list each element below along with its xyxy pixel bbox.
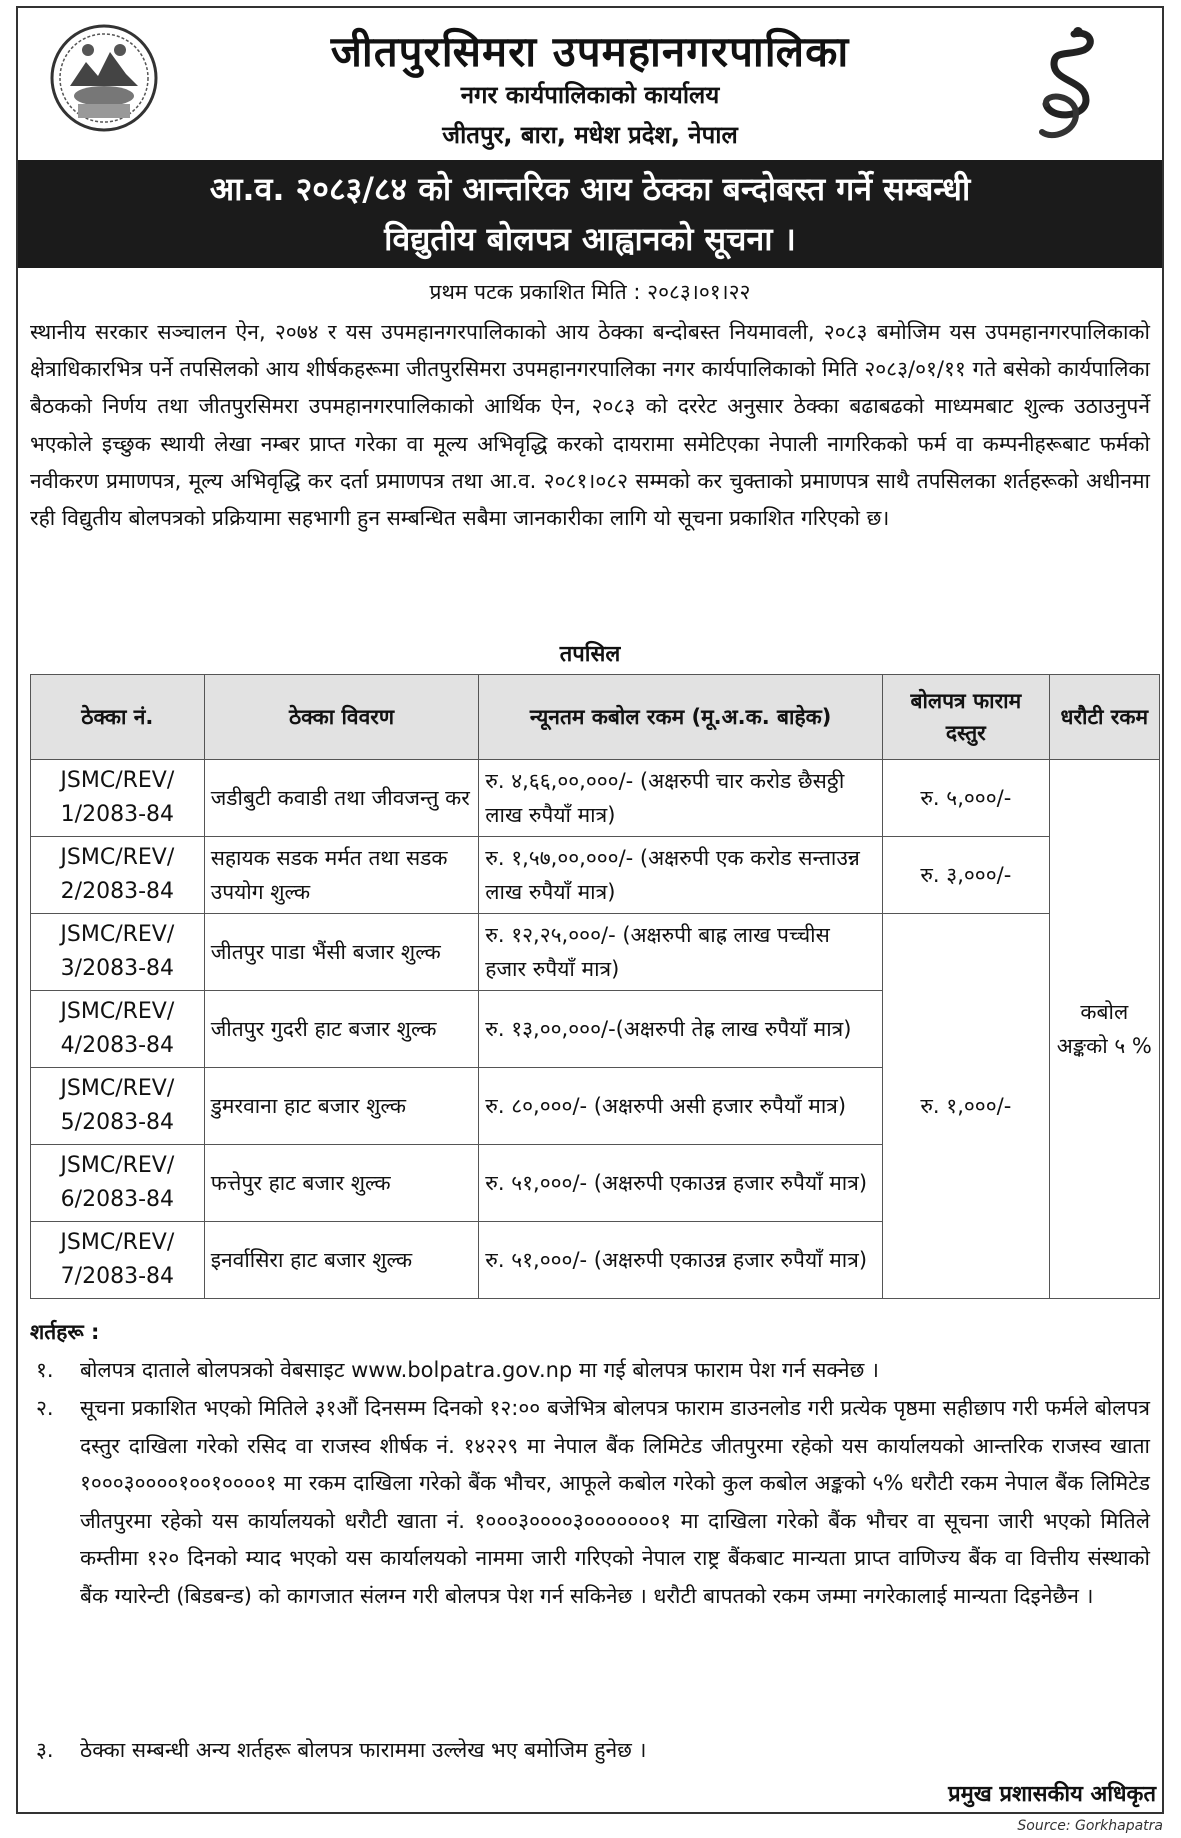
row-code: JSMC/REV/ 1/2083-84: [31, 760, 205, 837]
row-amount: रु. ८०,०००/- (अक्षरुपी असी हजार रुपैयाँ मात्र): [479, 1068, 883, 1145]
header-amount: न्यूनतम कबोल रकम (मू.अ.क. बाहेक): [479, 675, 883, 760]
conditions-heading: शर्तहरू :: [30, 1320, 100, 1344]
row-fee: रु. ५,०००/-: [883, 760, 1050, 837]
deposit-cell: कबोल अङ्कको ५ %: [1049, 760, 1159, 1299]
row-amount: रु. १,५७,००,०००/- (अक्षरुपी एक करोड सन्ताउन्न लाख रुपैयाँ मात्र): [479, 837, 883, 914]
row-desc: फत्तेपुर हाट बजार शुल्क: [204, 1145, 479, 1222]
table-row: [31, 760, 1160, 837]
bid-table: [30, 674, 1160, 1299]
row-desc: इनर्वासिरा हाट बजार शुल्क: [204, 1222, 479, 1299]
row-fee: रु. १,०००/-: [883, 914, 1050, 1299]
header-fee: बोलपत्र फाराम दस्तुर: [883, 675, 1050, 760]
condition-item: [30, 1390, 1150, 1615]
notice-title-line-1: आ.व. २०८३/८४ को आन्तरिक आय ठेक्का बन्दोबस्त गर्ने सम्बन्धी: [209, 170, 971, 208]
table-row: [31, 837, 1160, 914]
tapasil-heading: तपसिल: [559, 642, 621, 667]
condition-number: २.: [36, 1396, 54, 1420]
row-desc: डुमरवाना हाट बजार शुल्क: [204, 1068, 479, 1145]
table-row: [31, 914, 1160, 991]
notice-header: [18, 8, 1162, 156]
notice-title-banner: [18, 160, 1162, 268]
row-amount: रु. १२,२५,०००/- (अक्षरुपी बाह्र लाख पच्चीस हजार रुपैयाँ मात्र): [479, 914, 883, 991]
condition-number: ३.: [36, 1738, 54, 1762]
snake-logo-icon: [1024, 20, 1102, 150]
condition-number: १.: [36, 1358, 54, 1382]
signatory-title: प्रमुख प्रशासकीय अधिकृत: [948, 1782, 1156, 1807]
org-office: नगर कार्यपालिकाको कार्यालय: [460, 81, 720, 109]
row-amount: रु. ४,६६,००,०००/- (अक्षरुपी चार करोड छैसठ्ठी लाख रुपैयाँ मात्र): [479, 760, 883, 837]
org-name: जीतपुरसिमरा उपमहानगरपालिका: [330, 27, 850, 76]
row-fee: रु. ३,०००/-: [883, 837, 1050, 914]
row-desc: जीतपुर गुदरी हाट बजार शुल्क: [204, 991, 479, 1068]
row-code: JSMC/REV/ 4/2083-84: [31, 991, 205, 1068]
row-amount: रु. ५१,०००/- (अक्षरुपी एकाउन्न हजार रुपैयाँ मात्र): [479, 1222, 883, 1299]
condition-text: बोलपत्र दाताले बोलपत्रको वेबसाइट www.bolpatra.gov.np मा गई बोलपत्र फाराम पेश गर्न सक्नेछ ।: [80, 1358, 879, 1382]
row-amount: रु. ५१,०००/- (अक्षरुपी एकाउन्न हजार रुपैयाँ मात्र): [479, 1145, 883, 1222]
row-code: JSMC/REV/ 5/2083-84: [31, 1068, 205, 1145]
header-code: ठेक्का नं.: [31, 675, 205, 760]
notice-title-line-2: विद्युतीय बोलपत्र आह्वानको सूचना ।: [384, 220, 796, 258]
org-address: जीतपुर, बारा, मधेश प्रदेश, नेपाल: [442, 121, 738, 149]
header-desc: ठेक्का विवरण: [204, 675, 479, 760]
intro-paragraph: स्थानीय सरकार सञ्चालन ऐन, २०७४ र यस उपमहानगरपालिकाको आय ठेक्का बन्दोबस्त नियमावली, २०८३ बमोजिम यस उपमहानगरपालिकाको क्षेत्राधिकारभित्र पर्ने तपसिलको आय शीर्षकहरूमा जीतपुरसिमरा उपमहानगरपालिका नगर कार्यपालिकाको मिति २०८३/०१/११ गते बसेको कार्यपालिका बैठकको निर्णय तथा जीतपुरसिमरा उपमहानगरपालिकाको आर्थिक ऐन, २०८३ को दररेट अनुसार ठेक्का बढाबढको माध्यमबाट शुल्क उठाउनुपर्ने भएकोले इच्छुक स्थायी लेखा नम्बर प्राप्त गरेका वा मूल्य अभिवृद्धि करको दायरामा समेटिएका नेपाली नागरिकको फर्म वा कम्पनीहरूबाट फर्मको नवीकरण प्रमाणपत्र, मूल्य अभिवृद्धि कर दर्ता प्रमाणपत्र तथा आ.व. २०८१।०८२ सम्मको कर चुक्ताको प्रमाणपत्र साथै तपसिलका शर्तहरूको अधीनमा रही विद्युतीय बोलपत्रको प्रक्रियामा सहभागी हुन सम्बन्धित सबैमा जानकारीका लागि यो सूचना प्रकाशित गरिएको छ।: [30, 320, 1150, 531]
notice-page: [16, 6, 1164, 1814]
condition-item: [30, 1352, 1150, 1390]
row-amount: रु. १३,००,०००/-(अक्षरुपी तेह्र लाख रुपैयाँ मात्र): [479, 991, 883, 1068]
source-credit: Source: Gorkhapatra: [1017, 1818, 1163, 1834]
row-desc: जीतपुर पाडा भैंसी बजार शुल्क: [204, 914, 479, 991]
row-desc: जडीबुटी कवाडी तथा जीवजन्तु कर: [204, 760, 479, 837]
header-deposit: धरौटी रकम: [1049, 675, 1159, 760]
row-code: JSMC/REV/ 6/2083-84: [31, 1145, 205, 1222]
row-code: JSMC/REV/ 7/2083-84: [31, 1222, 205, 1299]
row-desc: सहायक सडक मर्मत तथा सडक उपयोग शुल्क: [204, 837, 479, 914]
condition-text: ठेक्का सम्बन्धी अन्य शर्तहरू बोलपत्र फाराममा उल्लेख भए बमोजिम हुनेछ ।: [80, 1738, 647, 1762]
row-code: JSMC/REV/ 2/2083-84: [31, 837, 205, 914]
first-published-date: प्रथम पटक प्रकाशित मिति : २०८३।०१।२२: [429, 280, 751, 304]
table-header-row: [31, 675, 1160, 760]
condition-text: सूचना प्रकाशित भएको मितिले ३१औं दिनसम्म दिनको १२:०० बजेभित्र बोलपत्र फाराम डाउनलोड गरी प्रत्येक पृष्ठमा सहीछाप गरी फर्मले बोलपत्र दस्तुर दाखिला गरेको रसिद वा राजस्व शीर्षक नं. १४२२९ मा नेपाल बैंक लिमिटेड जीतपुरमा रहेको यस कार्यालयको आन्तरिक राजस्व खाता १०००३००००१००१००००१ मा रकम दाखिला गरेको बैंक भौचर, आफूले कबोल गरेको कुल कबोल अङ्कको ५% धरौटी रकम नेपाल बैंक लिमिटेड जीतपुरमा रहेको यस कार्यालयको धरौटी खाता नं. १०००३००००३०००००००१ मा दाखिला गरेको बैंक भौचर वा सूचना जारी भएको मितिले कम्तीमा १२० दिनको म्याद भएको यस कार्यालयको नाममा जारी गरिएको नेपाल राष्ट्र बैंकबाट मान्यता प्राप्त वाणिज्य बैंक वा वित्तीय संस्थाको बैंक ग्यारेन्टी (बिडबन्ड) को कागजात संलग्न गरी बोलपत्र पेश गर्न सकिनेछ । धरौटी बापतको रकम जम्मा नगरेकालाई मान्यता दिइनेछैन ।: [80, 1396, 1150, 1608]
row-code: JSMC/REV/ 3/2083-84: [31, 914, 205, 991]
condition-item: [30, 1732, 1150, 1770]
